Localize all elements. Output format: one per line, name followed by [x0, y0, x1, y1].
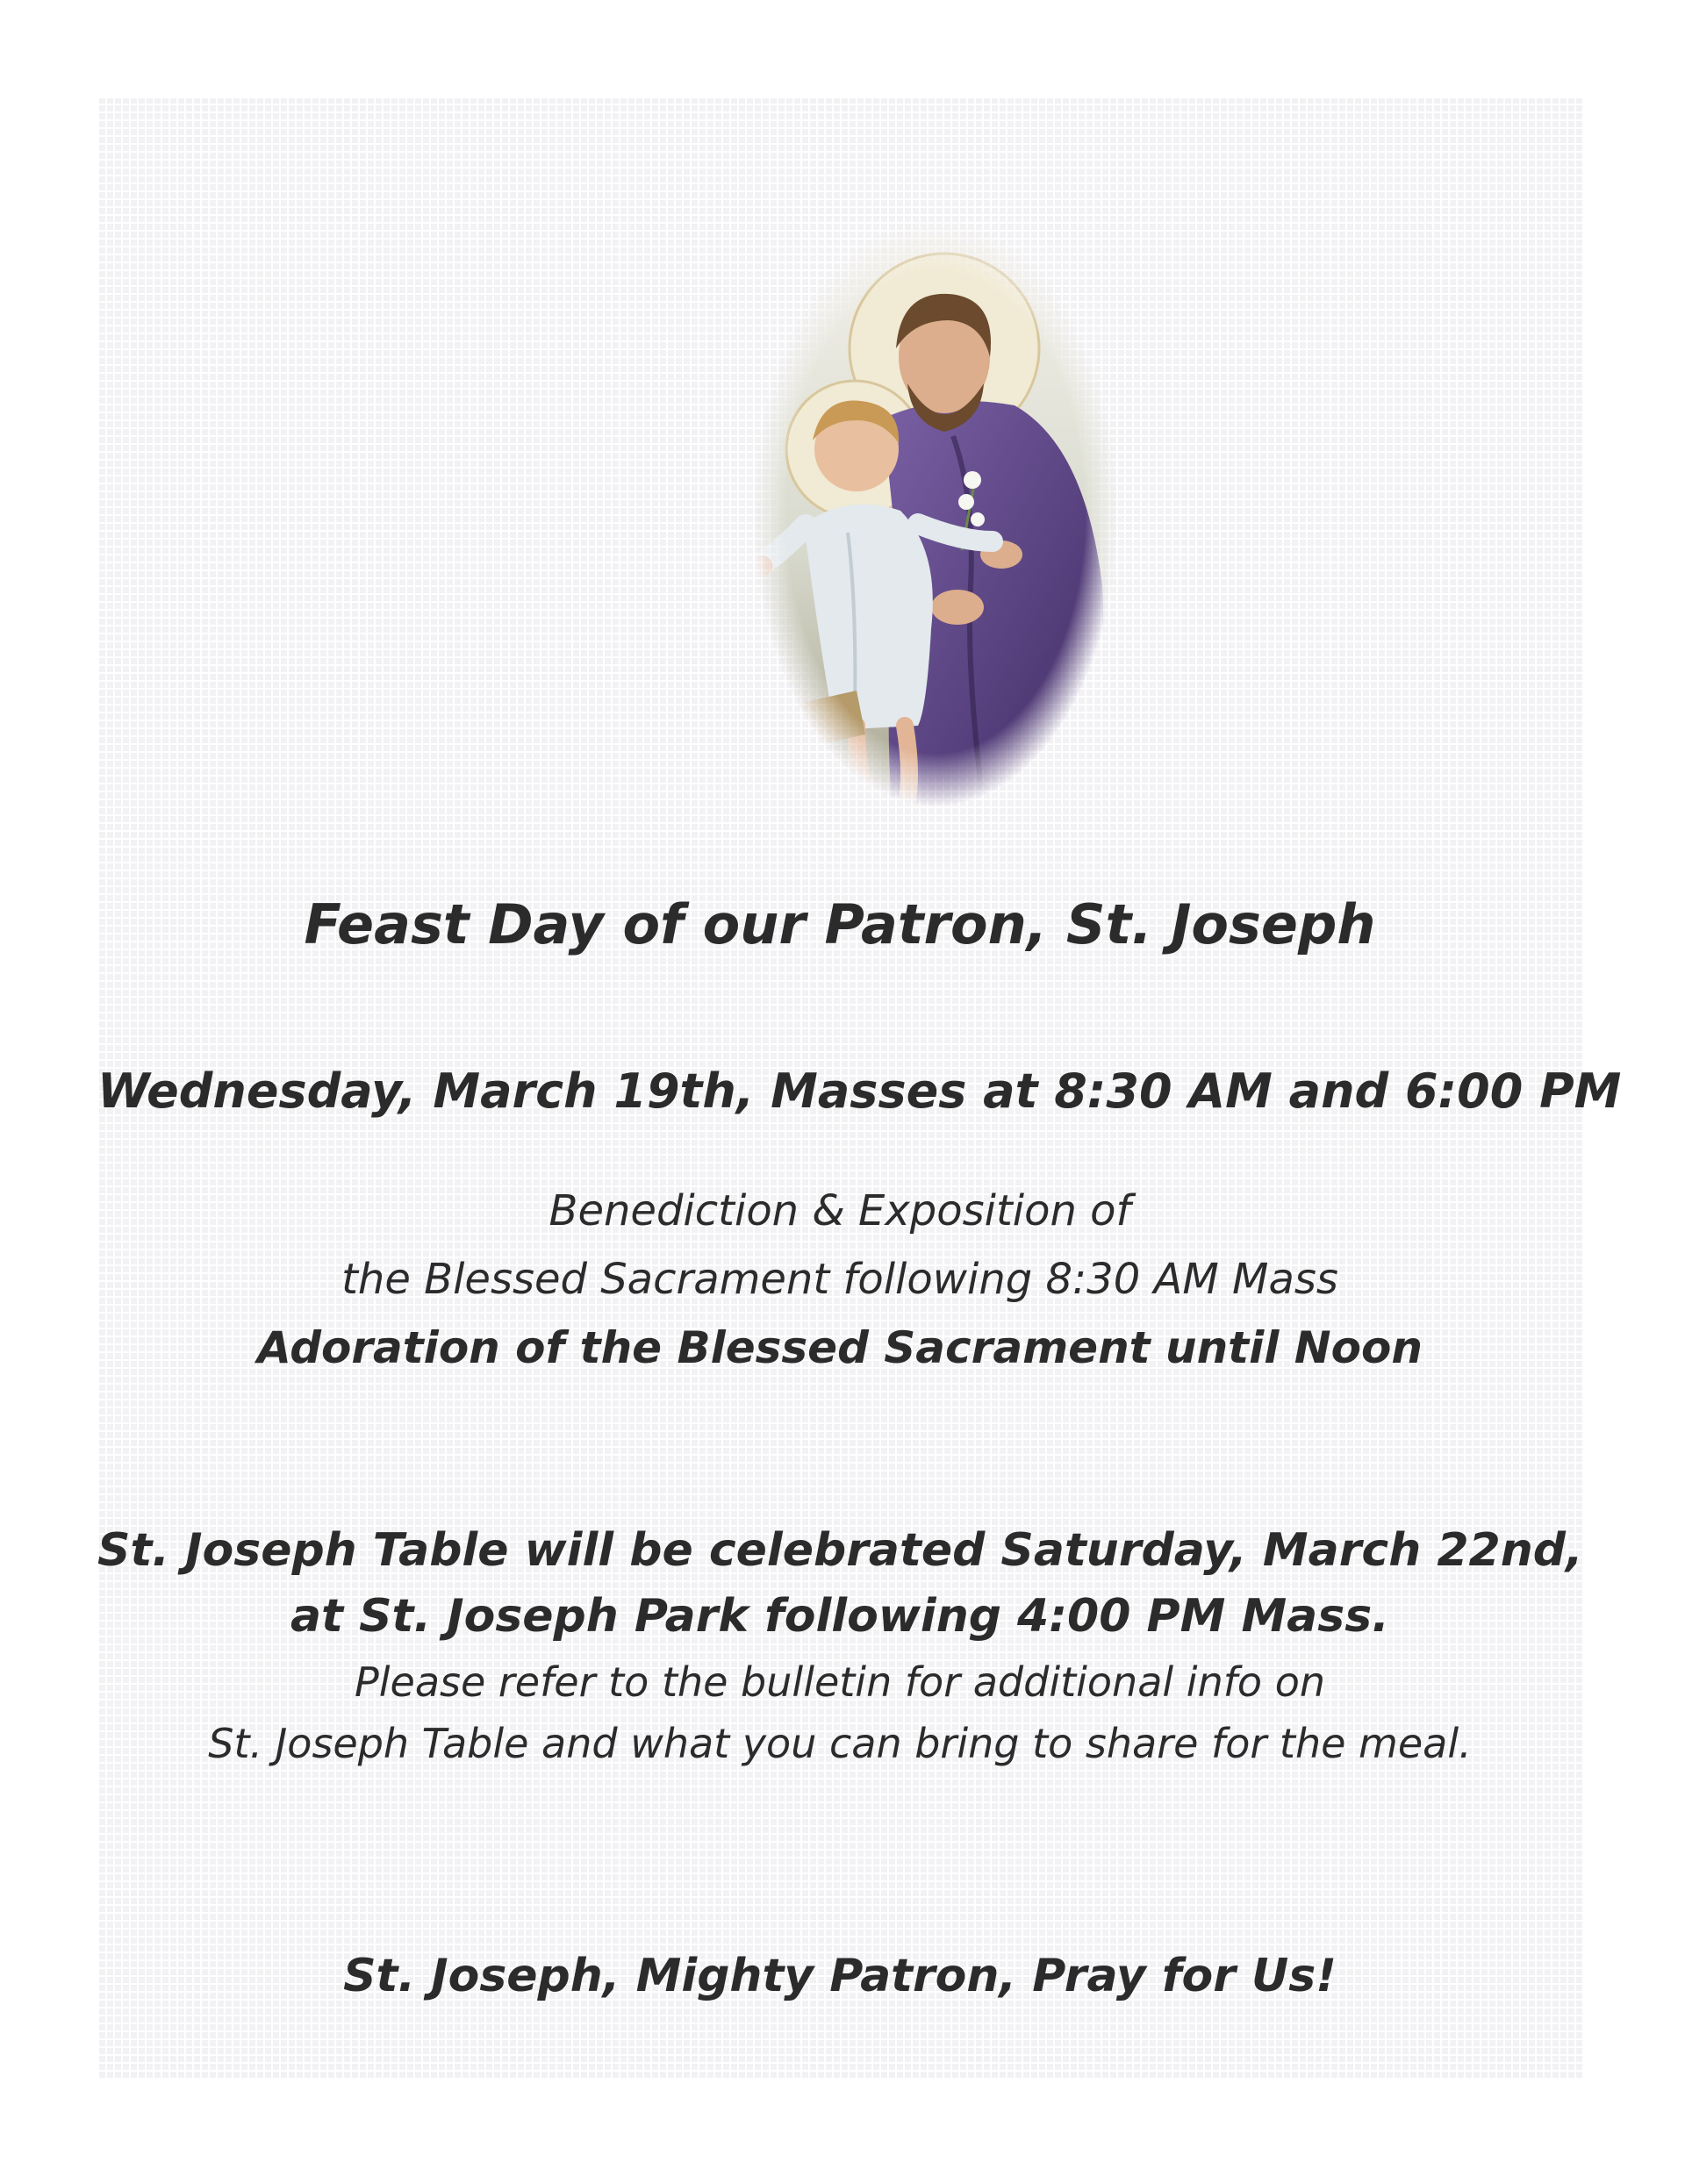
table-event-line-2: at St. Joseph Park following 4:00 PM Mass.	[290, 1590, 1389, 1643]
closing-prayer: St. Joseph, Mighty Patron, Pray for Us!	[343, 1950, 1337, 2002]
adoration-line: Adoration of the Blessed Sacrament until Noon	[257, 1322, 1423, 1373]
table-info-line-1: Please refer to the bulletin for additional info on	[355, 1658, 1325, 1706]
table-event-line-1: St. Joseph Table will be celebrated Saturday, March 22nd,	[97, 1524, 1583, 1577]
page-title: Feast Day of our Patron, St. Joseph	[304, 892, 1376, 956]
saint-joseph-with-child-portrait-icon	[751, 217, 1120, 809]
mass-schedule-line: Wednesday, March 19th, Masses at 8:30 AM and 6:00 PM	[97, 1063, 1622, 1119]
table-info-line-2: St. Joseph Table and what you can bring to share for the meal.	[208, 1720, 1472, 1767]
benediction-line-2: the Blessed Sacrament following 8:30 AM Mass	[341, 1255, 1338, 1304]
benediction-line-1: Benediction & Exposition of	[549, 1186, 1131, 1235]
flyer	[97, 98, 1622, 2080]
